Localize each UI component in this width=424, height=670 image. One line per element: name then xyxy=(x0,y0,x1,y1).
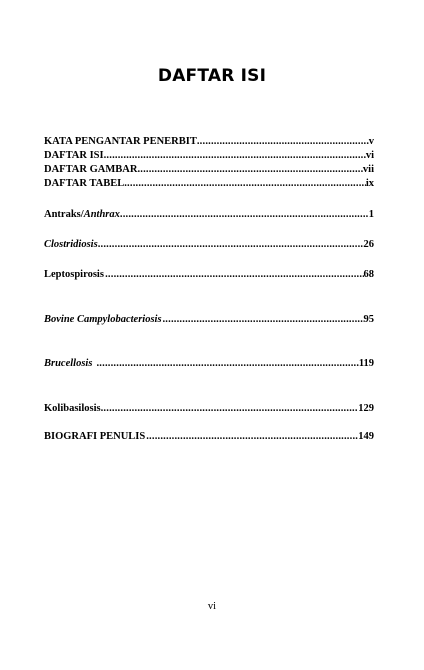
toc-entry-antraks[interactable] xyxy=(44,208,374,222)
toc-entry-bovine-campylobacteriosis[interactable] xyxy=(44,313,374,327)
toc-entry-label: KATA PENGANTAR PENERBIT xyxy=(44,136,197,147)
dot-leader xyxy=(124,177,366,191)
toc-entry-kata-pengantar[interactable] xyxy=(44,135,374,149)
toc-page-number: 1 xyxy=(368,209,374,220)
toc-entry-label: DAFTAR ISI xyxy=(44,150,104,161)
toc-entry-label: Leptospirosis xyxy=(44,269,104,280)
toc-entry-brucellosis[interactable] xyxy=(44,357,374,371)
toc-page-number: vi xyxy=(365,150,374,161)
toc-entry-daftar-gambar[interactable] xyxy=(44,163,374,177)
toc-entry-label: Bovine Campylobacteriosis xyxy=(44,314,162,325)
dot-leader xyxy=(104,149,366,163)
toc-entry-label-italic: Anthrax xyxy=(83,209,120,220)
toc-entry-label: DAFTAR TABEL xyxy=(44,178,125,189)
toc-entry-label: DAFTAR GAMBAR xyxy=(44,164,138,175)
toc-entry-kolibasilosis[interactable] xyxy=(44,402,374,416)
toc-page-number: vii xyxy=(362,164,374,175)
dot-leader xyxy=(137,163,362,177)
toc-page-number: 149 xyxy=(358,431,374,442)
toc-entry-clostridiosis[interactable] xyxy=(44,238,374,252)
toc-entry-label: Kolibasilosis xyxy=(44,403,101,414)
toc-entry-label xyxy=(44,208,120,222)
page-title: DAFTAR ISI xyxy=(157,66,267,86)
toc-page-number: ix xyxy=(365,178,374,189)
toc-entry-label: Brucellosis xyxy=(44,358,93,369)
toc-entry-leptospirosis[interactable] xyxy=(44,268,374,282)
dot-leader xyxy=(146,430,358,444)
dot-leader xyxy=(98,238,364,252)
toc-page-number: 119 xyxy=(358,358,374,369)
toc-entry-label: Clostridiosis xyxy=(44,239,98,250)
toc-page-number: 68 xyxy=(363,269,374,280)
toc-page-number: 129 xyxy=(358,403,374,414)
dot-leader xyxy=(197,135,369,149)
dot-leader xyxy=(96,357,358,371)
toc-entry-biografi-penulis[interactable] xyxy=(44,430,374,444)
toc-entry-daftar-tabel[interactable] xyxy=(44,177,374,191)
toc-entry-label: BIOGRAFI PENULIS xyxy=(44,431,146,442)
dot-leader xyxy=(120,208,369,222)
toc-page-number: 95 xyxy=(363,314,374,325)
toc-page-number: v xyxy=(368,136,374,147)
page-number: vi xyxy=(207,601,217,612)
dot-leader xyxy=(162,313,363,327)
toc-page-number: 26 xyxy=(363,239,374,250)
toc-entry-label-roman: Antraks/ xyxy=(44,209,84,220)
dot-leader xyxy=(101,402,359,416)
toc-entry-daftar-isi[interactable] xyxy=(44,149,374,163)
dot-leader xyxy=(105,268,363,282)
